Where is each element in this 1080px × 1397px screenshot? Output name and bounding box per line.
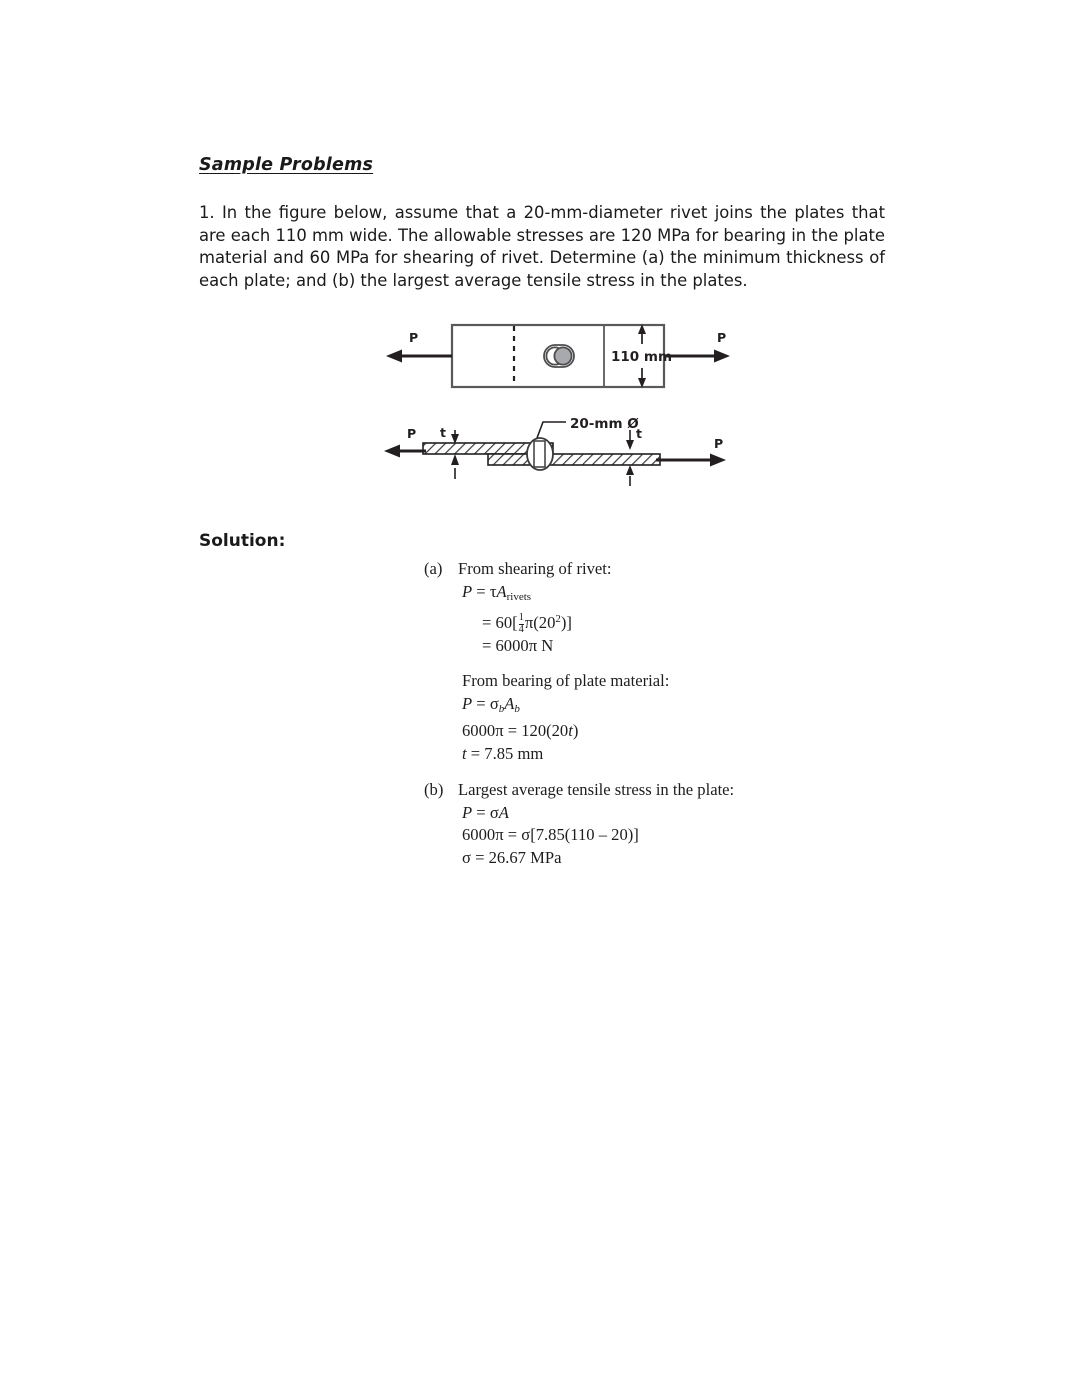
bearing-equation-2 [462,720,669,743]
part-a-equation-2 [424,608,611,635]
figure-side-view [384,416,726,486]
part-a-marker: (a) [424,559,443,578]
bearing-eq1-area: A [504,693,515,713]
bearing-equation-1 [462,693,669,721]
rivet-leader-line [537,422,566,438]
bearing-eq1-equals: = [476,693,486,713]
part-a-eq2-exponent: 2 [555,613,561,625]
part-b-eq3-sigma: σ [462,847,471,867]
load-arrow-left-top [386,350,452,363]
part-b-eq2-suffix: [7.85(110 – 20)] [530,825,639,844]
part-a-eq1-equals: = [476,581,486,601]
bearing-equation-3 [462,743,669,766]
part-b-heading-row [424,779,734,802]
solution-label: Solution: [199,531,286,551]
part-b-equation-2 [424,824,734,847]
part-a-heading-row [424,558,611,581]
part-b-equation-1 [424,802,734,825]
load-label-right-top: P [717,330,727,345]
part-a-eq1-area: A [496,581,507,601]
load-label-right-side: P [714,436,724,451]
page-title: Sample Problems [199,155,374,175]
part-a-eq2-fraction [519,613,524,635]
part-a-eq1-tau: τ [489,581,497,601]
load-label-left-top: P [409,330,419,345]
bearing-eq2-prefix: 6000π = 120(20 [462,721,569,740]
part-a-eq2-equals: = [482,613,492,632]
solution-part-b [424,779,734,869]
bearing-eq1-sigma: σ [489,693,499,713]
fraction-denominator: 4 [518,623,524,635]
bearing-eq1-lhs: P [462,693,473,713]
part-b-eq1-sigma: σ [489,802,499,822]
bearing-eq2-suffix: ) [572,721,579,740]
part-b-eq2-prefix: 6000π = [462,825,522,844]
part-b-eq1-area: A [498,802,509,822]
solution-part-a-bearing [462,670,669,765]
part-b-heading: Largest average tensile stress in the plate: [458,780,735,799]
part-a-eq1-subscript: rivets [506,590,532,603]
bearing-eq1-area-sub: b [514,702,520,715]
bearing-eq2-thickness: t [568,721,573,740]
load-label-left-side: P [407,426,417,441]
part-a-equation-3: = 6000π N [482,636,554,656]
bearing-eq3-thickness: t [462,743,467,763]
part-a-eq2-arg: (20 [533,613,556,632]
thickness-label-right: t [636,426,642,441]
part-b-eq1-equals: = [476,802,486,822]
bearing-eq3-value: = 7.85 mm [466,743,544,763]
rivet-diameter-label: 20-mm Ø [570,416,639,432]
part-b-equation-3 [424,847,734,870]
part-a-eq2-pi: π [524,613,534,632]
load-arrow-left-side [384,445,426,458]
part-a-heading: From shearing of rivet: [458,559,612,578]
figure-top-view [386,324,730,388]
rivet-top-view [544,345,574,367]
load-arrow-right-side [656,454,726,467]
part-a-equation-1 [424,581,611,609]
rivet-joint-figure [380,310,750,495]
problem-statement: 1. In the figure below, assume that a 20-mm-diameter rivet joins the plates that are each 110 mm wide. The allowable stresses are 120 MPa for bearing in the plate material and 60 MPa for shearing of rivet. Determine (a) the minimum thickness of each plate; and (b) the largest average tensile stress in the plates. [199,203,885,290]
part-a-eq1-lhs: P [462,581,473,601]
thickness-label-left: t [440,425,446,440]
bearing-eq1-sigma-sub: b [498,702,505,715]
part-a-eq2-prefix: 60[ [495,613,518,632]
part-b-eq3-value: = 26.67 MPa [470,847,562,867]
bearing-heading: From bearing of plate material: [462,671,670,690]
width-dimension-label: 110 mm [611,349,673,365]
rivet-side-view [527,438,553,470]
lower-plate-hatched [488,454,660,465]
part-b-marker: (b) [424,780,444,799]
part-b-eq1-lhs: P [462,802,473,822]
part-b-eq2-sigma: σ [521,825,531,844]
fraction-numerator: 1 [518,611,524,623]
part-a-eq2-suffix: )] [560,613,572,632]
solution-part-a [424,558,611,658]
load-arrow-right-top [664,350,730,363]
